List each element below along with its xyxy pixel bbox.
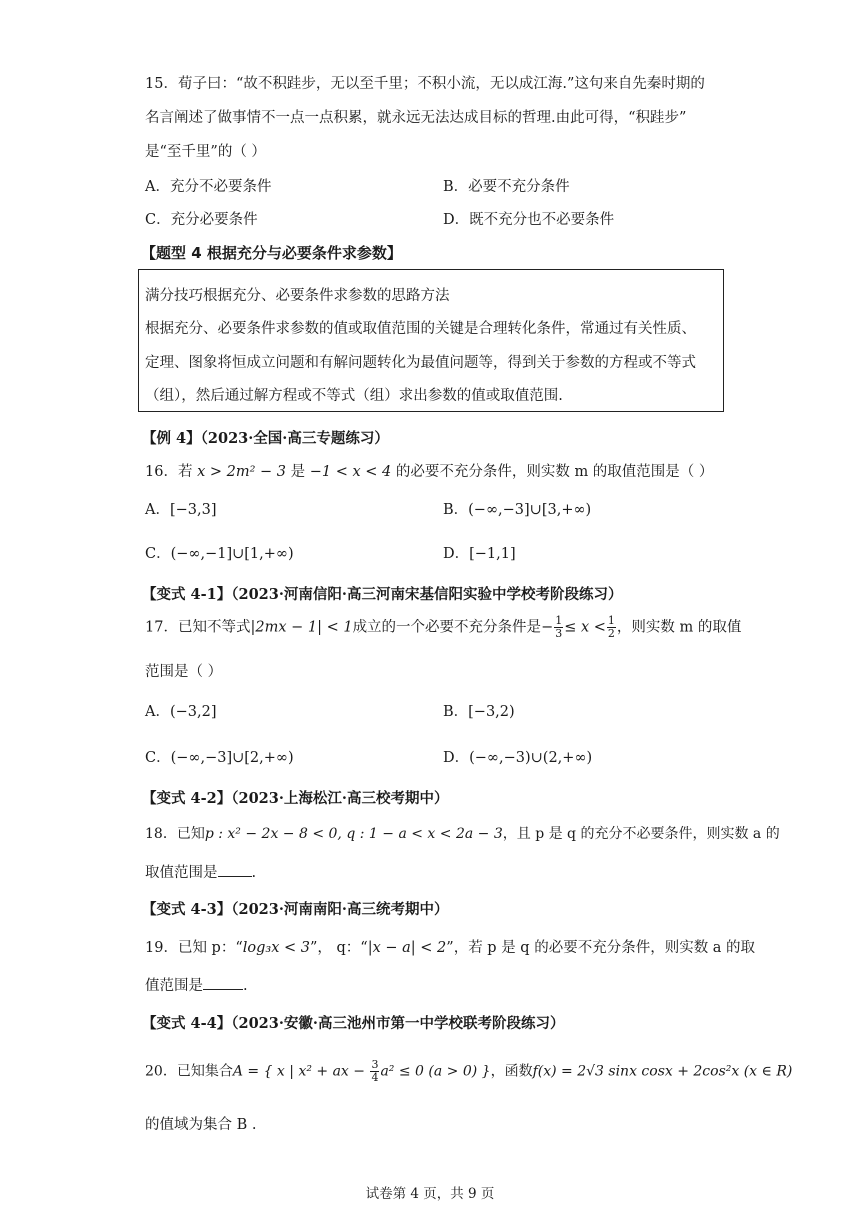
q18-answer-blank[interactable] [218,864,252,877]
q20-set-a: A = { x | x² + ax − [232,1063,370,1080]
q19-stem-line1 [145,936,755,957]
q18-stem-line1 [145,823,780,843]
section-title: 【题型 4 根据充分与必要条件求参数】 [141,244,402,262]
q19-q-expression: |x − a| < 2 [367,940,447,956]
variant44-label: 【变式 4-4】 [142,1015,232,1032]
q16-option-c: C．(−∞,−1]∪[1,+∞) [145,546,294,562]
q15-line3: 是“至千里”的（ ） [145,144,266,160]
page-footer: 试卷第 4 页，共 9 页 [365,1186,495,1202]
q16-tail: 的必要不充分条件，则实数 m 的取值范围是（ ） [395,464,714,480]
q17-cond-left: − [541,619,554,636]
q18-stem-line2 [145,861,256,882]
q17-part1: 17．已知不等式 [145,619,251,636]
q17-stem-line2: 范围是（ ） [145,664,223,680]
q17-cond-mid: ≤ x < [564,619,606,636]
q15-option-d: D．既不充分也不必要条件 [443,212,615,228]
q15-option-a: A．充分不必要条件 [145,179,272,195]
q17-part2: 成立的一个必要不充分条件是 [352,619,542,636]
q17-fraction-1: $\frac{1}{3}$ [555,614,563,640]
q15-option-c: C．充分必要条件 [145,212,258,228]
q20-function: f(x) = 2√3 sinx cosx + 2cos²x (x ∈ R) [532,1063,793,1080]
q19-p-expression: log₃x < 3 [242,940,310,956]
q17-stem-line1 [145,615,741,640]
q15-option-b: B．必要不充分条件 [443,179,570,195]
q16-option-b: B．(−∞,−3]∪[3,+∞) [443,502,592,518]
variant41-header [142,583,622,604]
q18-expression: p : x² − 2x − 8 < 0, q : 1 − a < x < 2a − 3 [204,826,503,842]
tip-line-2: 根据充分、必要条件求参数的值或取值范围的关键是合理转化条件，常通过有关性质、 [145,321,696,337]
q17-option-c: C．(−∞,−3]∪[2,+∞) [145,750,294,766]
q19-answer-blank[interactable] [203,977,243,990]
variant41-label: 【变式 4-1】 [142,586,232,603]
q17-inequality: |2mx − 1| < 1 [250,619,353,636]
variant43-label: 【变式 4-3】 [142,901,232,918]
variant43-source: （2023·河南南阳·高三统考期中） [231,901,449,918]
q20-part2: ，函数 [490,1063,533,1080]
q19-part2: ”， q：“ [310,940,368,956]
q17-option-b: B．[−3,2) [443,704,515,720]
example4-header [142,427,389,448]
q18-end: . [251,865,257,881]
variant41-source: （2023·河南信阳·高三河南宋基信阳实验中学校考阶段练习） [231,586,623,603]
variant42-source: （2023·上海松江·高三校考期中） [231,790,449,807]
q17-part3: ，则实数 m 的取值 [616,619,742,636]
q19-part1: 19．已知 p：“ [145,940,243,956]
tip-line-1: 满分技巧根据充分、必要条件求参数的思路方法 [145,288,450,304]
q15-line2: 名言阐述了做事情不一点一点积累，就永远无法达成目标的哲理.由此可得，“积跬步” [145,110,687,126]
q19-line2: 值范围是 [145,978,203,994]
q16-cond1: x > 2m² − 3 [197,464,286,480]
q20-set-a-tail: a² ≤ 0 (a > 0) } [380,1063,491,1080]
q17-fraction-2: $\frac{1}{2}$ [607,614,615,640]
variant44-header [142,1012,564,1033]
q20-part1: 20．已知集合 [145,1063,233,1080]
q20-stem-line2: 的值域为集合 B . [145,1117,257,1133]
q16-option-a: A．[−3,3] [145,502,217,518]
q19-stem-line2 [145,974,248,995]
q17-option-a: A．(−3,2] [145,704,217,720]
q20-fraction: $\frac{3}{4}$ [371,1058,379,1084]
q18-part2: ，且 p 是 q 的充分不必要条件，则实数 a 的 [502,826,780,842]
tip-line-4: （组），然后通过解方程或不等式（组）求出参数的值或取值范围. [145,388,563,404]
q18-part1: 18．已知 [145,826,205,842]
example4-source: （2023·全国·高三专题练习） [200,430,389,447]
q16-number: 16．若 [145,464,193,480]
example4-label: 【例 4】 [142,430,201,447]
q16-mid: 是 [290,464,306,480]
q18-line2: 取值范围是 [145,865,218,881]
q16-cond2: −1 < x < 4 [309,464,392,480]
q19-part3: ”，若 p 是 q 的必要不充分条件，则实数 a 的取 [446,940,756,956]
tip-box [138,269,724,412]
q17-option-d: D．(−∞,−3)∪(2,+∞) [443,750,593,766]
variant42-header [142,787,448,808]
q20-stem-line1 [145,1059,792,1084]
tip-line-3: 定理、图象将恒成立问题和有解问题转化为最值问题等，得到关于参数的方程或不等式 [145,355,696,371]
q16-option-d: D．[−1,1] [443,546,516,562]
variant44-source: （2023·安徽·高三池州市第一中学校联考阶段练习） [231,1015,565,1032]
q16-stem [145,460,713,481]
variant43-header [142,898,448,919]
q19-end: . [243,978,248,994]
q15-line1: 15．荀子曰：“故不积跬步，无以至千里；不积小流，无以成江海.”这句来自先秦时期的 [145,76,705,92]
variant42-label: 【变式 4-2】 [142,790,232,807]
